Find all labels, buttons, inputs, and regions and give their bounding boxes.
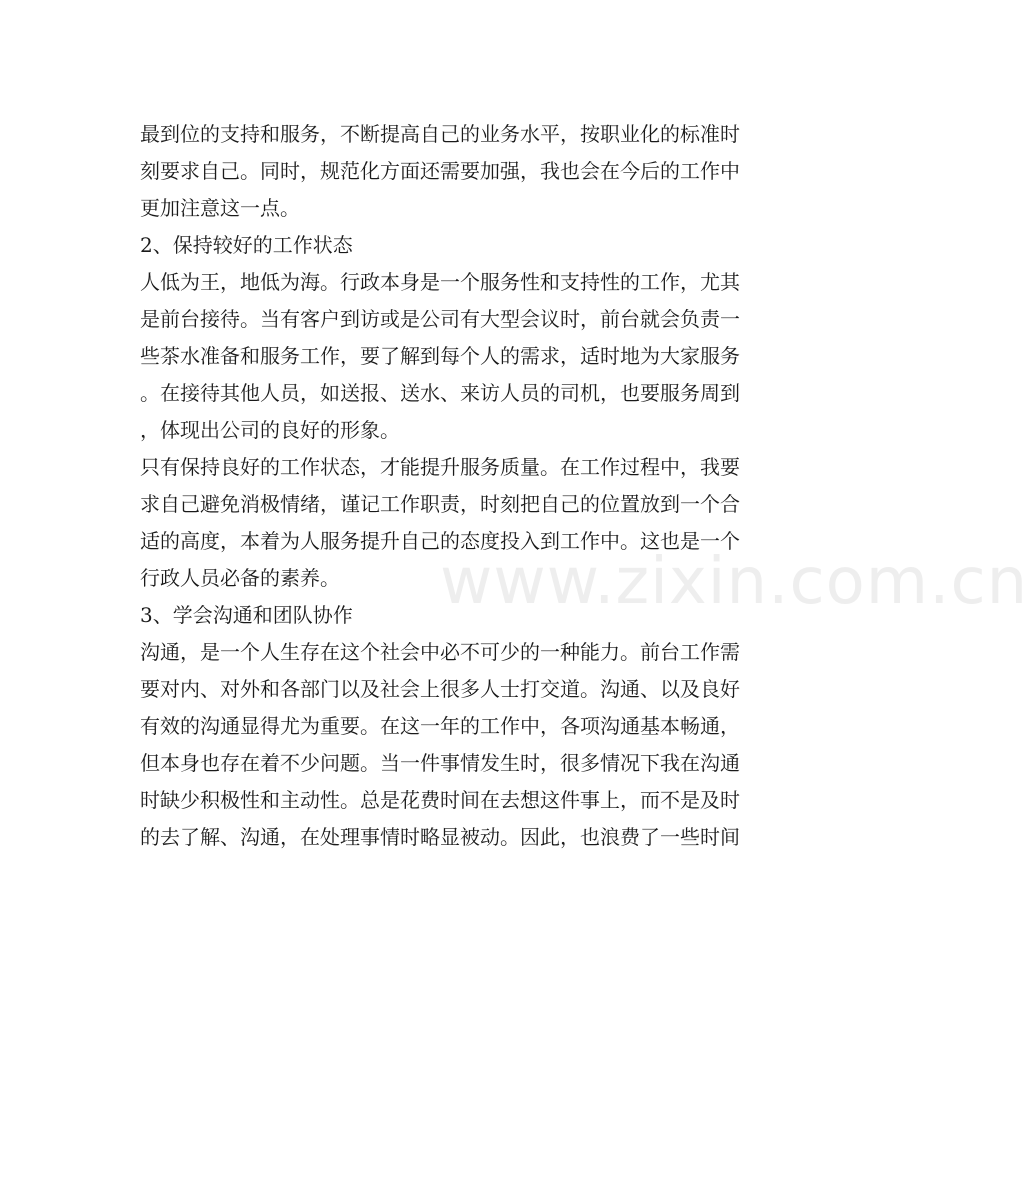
text-line: 适的高度，本着为人服务提升自己的态度投入到工作中。这也是一个 [140, 529, 740, 553]
document-body [140, 116, 780, 856]
text-line: ，体现出公司的良好的形象。 [140, 418, 400, 442]
text-line: 求自己避免消极情绪，谨记工作职责，时刻把自己的位置放到一个合 [140, 492, 740, 516]
section-heading: 3、学会沟通和团队协作 [140, 603, 353, 627]
text-line: 最到位的支持和服务，不断提高自己的业务水平，按职业化的标准时 [140, 122, 740, 146]
text-line: 有效的沟通显得尤为重要。在这一年的工作中，各项沟通基本畅通， [140, 714, 740, 738]
text-line: 。在接待其他人员，如送报、送水、来访人员的司机，也要服务周到 [140, 381, 740, 405]
text-line: 人低为王，地低为海。行政本身是一个服务性和支持性的工作，尤其 [140, 270, 740, 294]
text-line: 更加注意这一点。 [140, 196, 300, 220]
text-line: 沟通，是一个人生存在这个社会中必不可少的一种能力。前台工作需 [140, 640, 740, 664]
text-line: 要对内、对外和各部门以及社会上很多人士打交道。沟通、以及良好 [140, 677, 740, 701]
text-line: 些茶水准备和服务工作，要了解到每个人的需求，适时地为大家服务 [140, 344, 740, 368]
text-line: 的去了解、沟通，在处理事情时略显被动。因此，也浪费了一些时间 [140, 825, 740, 849]
text-line: 只有保持良好的工作状态，才能提升服务质量。在工作过程中，我要 [140, 455, 740, 479]
section-heading: 2、保持较好的工作状态 [140, 233, 353, 257]
text-line: 刻要求自己。同时，规范化方面还需要加强，我也会在今后的工作中 [140, 159, 740, 183]
text-line: 行政人员必备的素养。 [140, 566, 340, 590]
text-line: 是前台接待。当有客户到访或是公司有大型会议时，前台就会负责一 [140, 307, 740, 331]
watermark: www.zixin.com.cn [440, 545, 1028, 619]
text-line: 时缺少积极性和主动性。总是花费时间在去想这件事上，而不是及时 [140, 788, 740, 812]
text-line: 但本身也存在着不少问题。当一件事情发生时，很多情况下我在沟通 [140, 751, 740, 775]
